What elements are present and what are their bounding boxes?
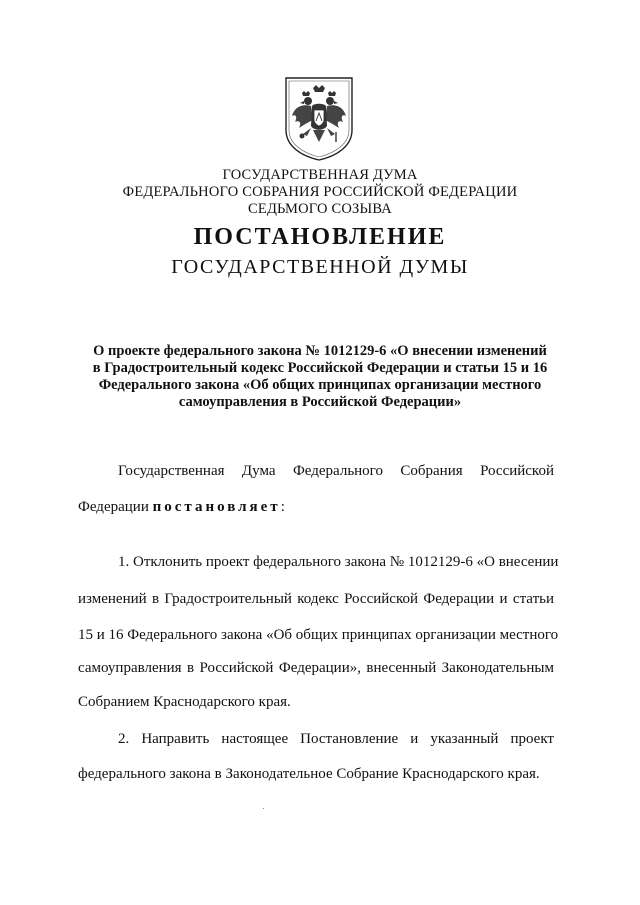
item-1-line: изменений в Градостроительный кодекс Российской Федерации и статьи (78, 591, 554, 607)
header-line: СЕДЬМОГО СОЗЫВА (248, 201, 392, 217)
subject-line: О проекте федерального закона № 1012129-6 «О внесении изменений (93, 343, 547, 359)
document-subtitle: ГОСУДАРСТВЕННОЙ ДУМЫ (171, 256, 469, 278)
document-title: ПОСТАНОВЛЕНИЕ (193, 224, 447, 250)
item-1-line: самоуправления в Российской Федерации», внесенный Законодательным (78, 660, 554, 676)
coat-of-arms-emblem (283, 76, 355, 162)
preamble-line: Государственная Дума Федерального Собрания Российской (118, 463, 554, 479)
header-line: ФЕДЕРАЛЬНОГО СОБРАНИЯ РОССИЙСКОЙ ФЕДЕРАЦИИ (122, 184, 518, 200)
preamble-line (78, 498, 554, 516)
header-line: ГОСУДАРСТВЕННАЯ ДУМА (222, 167, 418, 183)
subject-line: в Градостроительный кодекс Российской Федерации и статьи 15 и 16 (92, 360, 548, 376)
item-2-line: федерального закона в Законодательное Собрание Краснодарского края. (78, 766, 540, 782)
operative-word: постановляет (152, 499, 281, 515)
preamble-text: Федерации (78, 499, 153, 515)
subject-line: самоуправления в Российской Федерации» (178, 394, 462, 410)
issuing-authority-header (0, 167, 640, 218)
double-headed-eagle-icon (283, 76, 355, 162)
preamble-colon: : (280, 499, 285, 515)
item-2-line: 2. Направить настоящее Постановление и указанный проект (118, 731, 554, 747)
scan-speck (263, 808, 264, 809)
item-1-line: 15 и 16 Федерального закона «Об общих принципах организации местного (78, 627, 559, 643)
subject-line: Федерального закона «Об общих принципах организации местного (98, 377, 542, 393)
item-1-line: Собранием Краснодарского края. (78, 694, 291, 710)
resolution-subject (70, 343, 570, 411)
item-1-line: 1. Отклонить проект федерального закона № 1012129-6 «О внесении (118, 554, 559, 570)
